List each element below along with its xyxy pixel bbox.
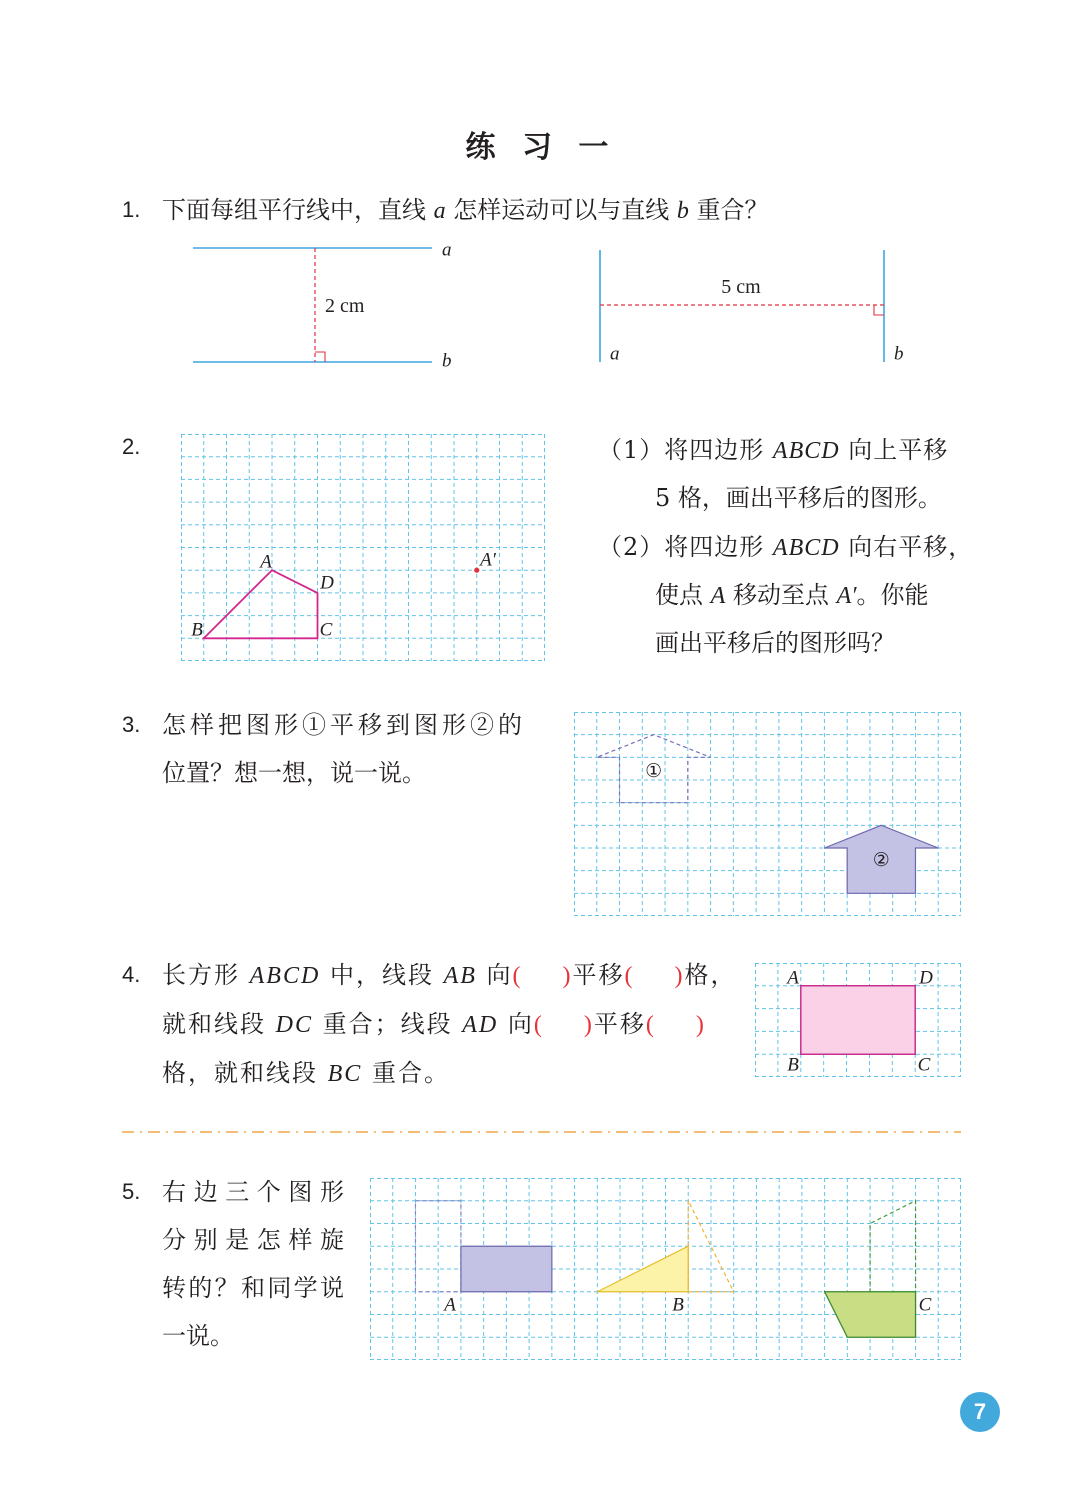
text-segment: 向上平移 <box>839 436 949 464</box>
translation-grid <box>574 712 961 916</box>
variable-bc: BC <box>327 1061 363 1087</box>
line-b-label: b <box>442 350 452 372</box>
text-segment: 向 <box>476 961 513 989</box>
question-4-line-1 <box>162 961 737 990</box>
blank-close-paren: ) <box>583 1012 594 1038</box>
variable-abcd: ABCD <box>772 438 840 464</box>
text-segment: 重合？ <box>688 196 769 224</box>
text-segment: （2）将四边形 <box>598 533 773 561</box>
question-2-number: 2. <box>122 434 141 459</box>
vertex-label-b: B <box>191 619 203 641</box>
text-segment: 格，就和线段 <box>162 1059 328 1087</box>
blank-close-paren: ) <box>674 963 685 989</box>
vertex-label-b: B <box>787 1054 799 1076</box>
point-a-prime <box>474 568 479 573</box>
text-segment: 下面每组平行线中，直线 <box>162 196 434 224</box>
variable-abcd: ABCD <box>772 535 840 561</box>
blank-open-paren: ( <box>624 963 635 989</box>
blank-open-paren: ( <box>533 1012 544 1038</box>
rectangle-rotated-filled <box>461 1246 552 1292</box>
right-angle-mark <box>315 352 325 362</box>
text-segment: 平移 <box>572 961 625 989</box>
section-separator <box>122 1126 962 1138</box>
line-a-label: a <box>610 343 620 365</box>
distance-label: 5 cm <box>721 276 761 298</box>
rotation-point-label-a: A <box>444 1294 456 1316</box>
variable-ab: AB <box>443 963 477 989</box>
text-segment: 向右平移， <box>839 533 974 561</box>
text-segment: 就和线段 <box>162 1010 276 1038</box>
vertex-label-c: C <box>319 619 333 641</box>
variable-abcd: ABCD <box>249 963 321 989</box>
blank-open-paren: ( <box>645 1012 656 1038</box>
line-b-label: b <box>894 343 904 365</box>
blank-open-paren: ( <box>512 963 523 989</box>
vertex-label-a: A <box>787 967 799 989</box>
page-number-badge: 7 <box>960 1392 1000 1432</box>
rotation-point-label-c: C <box>918 1294 932 1316</box>
question-3-line-1: 怎样把图形①平移到图形②的 <box>162 711 526 739</box>
rotation-point-label-b: B <box>672 1294 684 1316</box>
question-2-part-2-line-1 <box>598 533 973 562</box>
text-segment: 使点 <box>655 581 711 609</box>
blank-close-paren: ) <box>562 963 573 989</box>
quadrilateral-abcd <box>204 570 318 638</box>
right-angle-mark <box>874 305 884 315</box>
question-4-number: 4. <box>122 962 141 987</box>
question-5-line-2: 分别是怎样旋 <box>162 1226 344 1254</box>
question-5-line-3: 转的？和同学说 <box>162 1274 344 1302</box>
variable-a-prime: A′ <box>836 583 857 609</box>
text-segment: 重合；线段 <box>312 1010 463 1038</box>
question-2-part-2-line-2 <box>655 581 929 610</box>
quadrilateral-grid <box>181 434 545 661</box>
grid-lines <box>181 434 545 661</box>
horizontal-parallel-lines-figure <box>180 235 480 380</box>
line-a-label: a <box>442 239 452 261</box>
rectangle-grid <box>755 963 961 1077</box>
question-5-number: 5. <box>122 1179 141 1204</box>
question-1-number: 1. <box>122 197 141 222</box>
text-segment: 平移 <box>593 1010 646 1038</box>
vertex-label-d: D <box>320 572 334 594</box>
question-3-number: 3. <box>122 712 141 737</box>
text-segment: 。你能 <box>856 581 929 609</box>
text-segment: 向 <box>498 1010 534 1038</box>
variable-a: A <box>710 583 726 609</box>
vertex-label-a: A <box>260 551 272 573</box>
text-segment: （1）将四边形 <box>598 436 773 464</box>
question-4-line-2 <box>162 1010 706 1039</box>
rectangle-abcd <box>801 986 915 1054</box>
blank-close-paren: ) <box>695 1012 706 1038</box>
distance-label: 2 cm <box>325 295 365 317</box>
question-2-part-1-line-1 <box>598 436 948 465</box>
question-2-part-1-line-2: 5 格，画出平移后的图形。 <box>655 484 942 512</box>
question-5-line-1: 右边三个图形 <box>162 1178 344 1206</box>
text-segment: 移动至点 <box>725 581 837 609</box>
variable-b: b <box>676 198 689 224</box>
question-1-text <box>162 196 769 225</box>
text-segment: 格， <box>684 961 737 989</box>
text-segment: 长方形 <box>162 961 250 989</box>
shape-1-label: ① <box>645 760 663 782</box>
variable-dc: DC <box>275 1012 313 1038</box>
rotation-grid <box>370 1178 961 1360</box>
variable-a: a <box>433 198 446 224</box>
text-segment: 重合。 <box>362 1059 450 1087</box>
question-5-line-4: 一说。 <box>162 1322 234 1350</box>
text-segment: 中，线段 <box>320 961 444 989</box>
question-4-line-3 <box>162 1059 450 1088</box>
trapezoid-filled <box>825 1292 916 1338</box>
shape-2-label: ② <box>872 849 890 871</box>
vertex-label-d: D <box>919 967 933 989</box>
point-label-a-prime: A′ <box>480 549 496 571</box>
question-3-line-2: 位置？想一想，说一说。 <box>162 759 426 787</box>
page-title: 练 习 一 <box>465 130 617 165</box>
question-2-part-2-line-3: 画出平移后的图形吗？ <box>655 629 895 657</box>
text-segment: 怎样运动可以与直线 <box>445 196 677 224</box>
variable-ad: AD <box>462 1012 499 1038</box>
vertical-parallel-lines-figure <box>585 235 915 380</box>
vertex-label-c: C <box>917 1054 931 1076</box>
